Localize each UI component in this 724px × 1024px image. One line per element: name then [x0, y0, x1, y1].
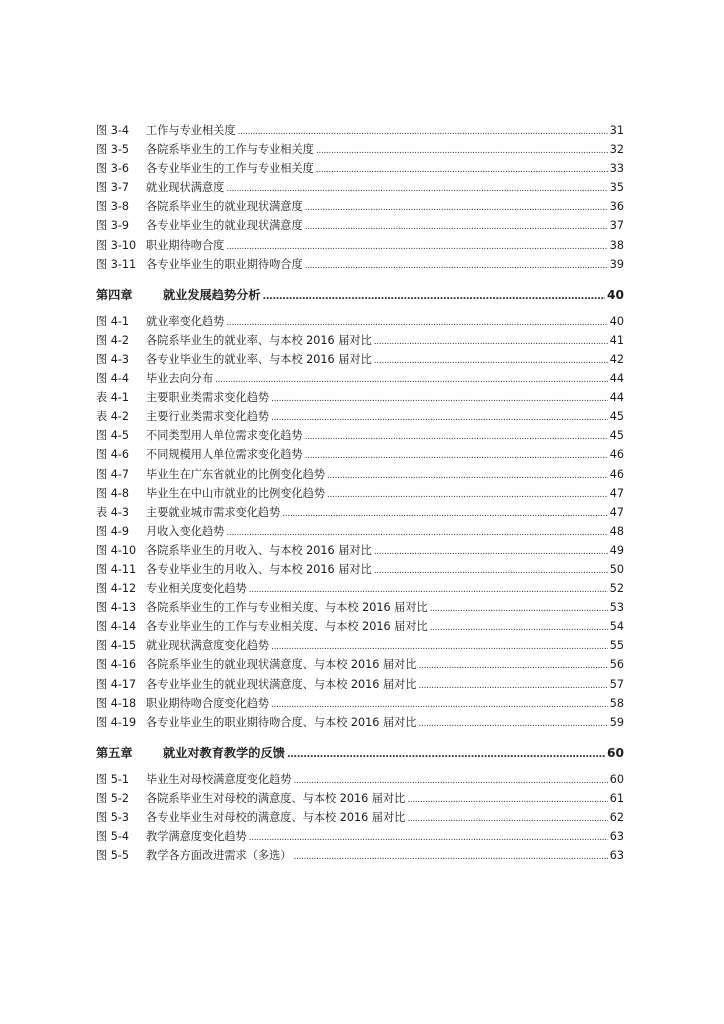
toc-entry[interactable]: [96, 121, 624, 140]
toc-entry-label: 图 3-6: [96, 162, 130, 176]
toc-entry-title: 专业相关度变化趋势: [146, 582, 247, 596]
toc-entry-label: 图 4-16: [96, 658, 137, 672]
toc-dot-leader: [327, 465, 608, 486]
toc-entry-label: 表 4-3: [96, 505, 130, 519]
toc-dot-leader: [271, 407, 608, 428]
toc-dot-leader: [249, 579, 608, 600]
toc-entry-label: 图 4-1: [96, 314, 130, 328]
toc-entry-page-number: 38: [609, 238, 624, 252]
toc-entry-page-number: 40: [609, 314, 624, 328]
toc-entry[interactable]: [96, 331, 624, 350]
toc-entry-title: 就业对教育教学的反馈: [163, 745, 285, 760]
toc-dot-leader: [419, 713, 608, 734]
toc-entry-page-number: 33: [609, 162, 624, 176]
toc-entry-label: 表 4-2: [96, 410, 130, 424]
toc-entry-label: 图 5-5: [96, 849, 130, 863]
toc-entry-title: 就业发展趋势分析: [163, 287, 261, 302]
toc-entry[interactable]: [96, 560, 624, 579]
toc-entry-label: 第五章: [96, 745, 133, 760]
toc-entry-label: 图 5-3: [96, 811, 130, 824]
toc-entry[interactable]: [96, 655, 624, 674]
toc-dot-leader: [407, 808, 607, 829]
toc-entry-page-number: 50: [609, 562, 624, 576]
toc-entry-title: 各院系毕业生的就业现状满意度、与本校 2016 届对比: [146, 658, 417, 672]
toc-entry-label: 图 3-10: [96, 238, 137, 252]
toc-entry-label: 图 3-7: [96, 181, 130, 195]
toc-entry-title: 毕业生在中山市就业的比例变化趋势: [146, 486, 326, 500]
toc-entry-label: 图 4-4: [96, 372, 130, 386]
toc-entry[interactable]: [96, 808, 624, 827]
toc-entry-page-number: 40: [607, 287, 624, 302]
toc-entry-page-number: 45: [609, 410, 624, 424]
toc-entry-label: 图 4-17: [96, 677, 137, 691]
toc-entry-title: 毕业去向分布: [146, 372, 214, 386]
toc-dot-leader: [407, 789, 607, 810]
toc-dot-leader: [316, 159, 608, 180]
toc-entry-page-number: 46: [609, 467, 624, 481]
toc-dot-leader: [430, 617, 608, 638]
toc-entry[interactable]: [96, 617, 624, 636]
toc-entry-page-number: 62: [609, 811, 624, 824]
toc-entry-label: 图 3-8: [96, 200, 130, 214]
toc-entry[interactable]: [96, 350, 624, 369]
toc-entry-label: 图 4-18: [96, 696, 137, 710]
toc-entry-title: 主要职业类需求变化趋势: [146, 391, 270, 405]
toc-entry[interactable]: [96, 503, 624, 522]
toc-entry-label: 图 4-11: [96, 562, 137, 576]
toc-entry[interactable]: [96, 789, 624, 808]
toc-entry-label: 图 4-19: [96, 715, 137, 729]
toc-entry-label: 图 4-14: [96, 620, 137, 634]
toc-entry-page-number: 37: [609, 219, 624, 233]
toc-entry-title: 毕业生在广东省就业的比例变化趋势: [146, 467, 326, 481]
toc-entry-title: 各院系毕业生的工作与专业相关度、与本校 2016 届对比: [146, 601, 428, 615]
toc-entry-page-number: 58: [609, 696, 624, 710]
toc-entry-page-number: 61: [609, 791, 624, 805]
toc-dot-leader: [327, 484, 608, 505]
toc-entry-title: 各专业毕业生的工作与专业相关度: [146, 162, 314, 176]
toc-entry-title: 各院系毕业生的就业率、与本校 2016 届对比: [146, 333, 372, 347]
toc-entry-page-number: 48: [609, 524, 624, 538]
toc-entry-title: 就业现状满意度变化趋势: [146, 639, 270, 653]
toc-entry-page-number: 60: [607, 745, 624, 760]
toc-entry-title: 教学满意度变化趋势: [146, 830, 247, 844]
toc-entry-title: 各专业毕业生对母校的满意度、与本校 2016 届对比: [146, 811, 406, 824]
toc-entry[interactable]: [96, 197, 624, 216]
toc-entry[interactable]: [96, 846, 624, 865]
toc-entry-title: 主要就业城市需求变化趋势: [146, 505, 281, 519]
toc-entry[interactable]: [96, 159, 624, 178]
toc-entry-page-number: 56: [609, 658, 624, 672]
toc-dot-leader: [305, 216, 608, 237]
toc-dot-leader: [293, 770, 607, 791]
toc-dot-leader: [226, 236, 607, 257]
toc-entry[interactable]: [96, 827, 624, 846]
toc-entry[interactable]: [96, 713, 624, 732]
toc-dot-leader: [374, 350, 608, 371]
toc-entry[interactable]: [96, 426, 624, 445]
toc-dot-leader: [215, 369, 608, 390]
toc-dot-leader: [430, 598, 608, 619]
toc-entry-title: 月收入变化趋势: [146, 524, 225, 538]
toc-entry-page-number: 32: [609, 143, 624, 157]
toc-entry-label: 图 4-15: [96, 639, 137, 653]
toc-dot-leader: [305, 426, 608, 447]
toc-entry-title: 毕业生对母校满意度变化趋势: [146, 772, 292, 786]
toc-entry-page-number: 53: [609, 601, 624, 615]
toc-entry-title: 各院系毕业生的就业现状满意度: [146, 200, 303, 214]
toc-chapter-heading[interactable]: [96, 283, 624, 307]
toc-entry-title: 不同类型用人单位需求变化趋势: [146, 429, 303, 443]
toc-dot-leader: [226, 178, 607, 199]
toc-entry-label: 图 3-11: [96, 257, 137, 271]
toc-entry-label: 图 4-3: [96, 352, 130, 366]
toc-entry-page-number: 59: [609, 715, 624, 729]
toc-dot-leader: [374, 331, 608, 352]
toc-entry-page-number: 35: [609, 181, 624, 195]
toc-dot-leader: [305, 255, 608, 276]
toc-entry-title: 各专业毕业生的职业期待吻合度、与本校 2016 届对比: [146, 715, 417, 729]
toc-entry-label: 图 3-4: [96, 124, 130, 137]
toc-dot-leader: [419, 675, 608, 696]
toc-entry-label: 图 3-5: [96, 143, 130, 157]
toc-entry[interactable]: [96, 598, 624, 617]
toc-entry-label: 图 4-8: [96, 486, 130, 500]
toc-entry-title: 教学各方面改进需求（多选）: [146, 849, 292, 863]
toc-entry[interactable]: [96, 178, 624, 197]
toc-entry-title: 各院系毕业生对母校的满意度、与本校 2016 届对比: [146, 791, 406, 805]
toc-dot-leader: [238, 121, 608, 142]
toc-dot-leader: [305, 445, 608, 466]
toc-entry[interactable]: [96, 465, 624, 484]
toc-entry[interactable]: [96, 522, 624, 541]
toc-entry-title: 工作与专业相关度: [146, 124, 236, 137]
toc-entry-label: 图 4-13: [96, 601, 137, 615]
toc-dot-leader: [263, 283, 606, 309]
toc-entry-title: 各院系毕业生的工作与专业相关度: [146, 143, 314, 157]
toc-dot-leader: [316, 140, 608, 161]
toc-entry-title: 职业期待吻合度变化趋势: [146, 696, 270, 710]
toc-entry-title: 不同规模用人单位需求变化趋势: [146, 448, 303, 462]
toc-dot-leader: [271, 388, 608, 409]
toc-entry-page-number: 44: [609, 391, 624, 405]
toc-entry-title: 就业现状满意度: [146, 181, 225, 195]
toc-dot-leader: [282, 503, 607, 524]
toc-entry-title: 职业期待吻合度: [146, 238, 225, 252]
toc-dot-leader: [287, 741, 605, 767]
toc-entry-label: 图 4-5: [96, 429, 130, 443]
toc-entry-label: 图 5-1: [96, 772, 130, 786]
toc-entry[interactable]: [96, 236, 624, 255]
toc-entry-page-number: 52: [609, 582, 624, 596]
toc-dot-leader: [271, 636, 608, 657]
toc-entry-title: 各专业毕业生的职业期待吻合度: [146, 257, 303, 271]
toc-entry-page-number: 45: [609, 429, 624, 443]
table-of-contents: [96, 121, 624, 865]
toc-entry-title: 各院系毕业生的月收入、与本校 2016 届对比: [146, 543, 372, 557]
toc-entry-title: 各专业毕业生的就业率、与本校 2016 届对比: [146, 352, 372, 366]
toc-entry-page-number: 57: [609, 677, 624, 691]
toc-entry-page-number: 54: [609, 620, 624, 634]
toc-entry[interactable]: [96, 312, 624, 331]
toc-entry[interactable]: [96, 388, 624, 407]
toc-entry-label: 图 4-9: [96, 524, 130, 538]
toc-dot-leader: [305, 197, 608, 218]
toc-entry-title: 就业率变化趋势: [146, 314, 225, 328]
toc-entry-page-number: 49: [609, 543, 624, 557]
toc-dot-leader: [249, 827, 608, 848]
toc-entry-page-number: 44: [609, 372, 624, 386]
toc-entry[interactable]: [96, 636, 624, 655]
toc-entry[interactable]: [96, 216, 624, 235]
toc-entry-page-number: 63: [609, 830, 624, 844]
toc-entry-page-number: 46: [609, 448, 624, 462]
toc-entry[interactable]: [96, 407, 624, 426]
toc-entry[interactable]: [96, 541, 624, 560]
toc-entry-page-number: 55: [609, 639, 624, 653]
toc-entry[interactable]: [96, 770, 624, 789]
toc-entry[interactable]: [96, 445, 624, 464]
toc-entry-label: 图 4-7: [96, 467, 130, 481]
toc-dot-leader: [293, 846, 607, 867]
toc-entry-label: 图 3-9: [96, 219, 130, 233]
toc-entry-page-number: 63: [609, 849, 624, 863]
toc-dot-leader: [226, 522, 607, 543]
toc-entry-label: 图 4-6: [96, 448, 130, 462]
toc-entry-title: 各专业毕业生的工作与专业相关度、与本校 2016 届对比: [146, 620, 428, 634]
toc-entry-label: 图 5-2: [96, 791, 130, 805]
toc-entry-label: 图 4-2: [96, 333, 130, 347]
toc-chapter-heading[interactable]: [96, 741, 624, 765]
toc-entry[interactable]: [96, 140, 624, 159]
toc-entry-label: 图 4-10: [96, 543, 137, 557]
toc-dot-leader: [271, 694, 608, 715]
toc-entry[interactable]: [96, 484, 624, 503]
toc-entry-title: 各专业毕业生的就业现状满意度: [146, 219, 303, 233]
toc-entry-page-number: 42: [609, 352, 624, 366]
toc-entry-title: 各专业毕业生的就业现状满意度、与本校 2016 届对比: [146, 677, 417, 691]
toc-dot-leader: [374, 541, 608, 562]
toc-entry-label: 图 5-4: [96, 830, 130, 844]
toc-dot-leader: [374, 560, 608, 581]
toc-entry[interactable]: [96, 579, 624, 598]
toc-entry-page-number: 47: [609, 505, 624, 519]
toc-entry[interactable]: [96, 694, 624, 713]
toc-entry-label: 第四章: [96, 287, 133, 302]
toc-entry[interactable]: [96, 675, 624, 694]
toc-entry-page-number: 31: [609, 124, 624, 137]
toc-entry-page-number: 39: [609, 257, 624, 271]
toc-entry-page-number: 36: [609, 200, 624, 214]
toc-entry-page-number: 60: [609, 772, 624, 786]
toc-dot-leader: [226, 312, 607, 333]
toc-dot-leader: [419, 655, 608, 676]
toc-entry-page-number: 47: [609, 486, 624, 500]
toc-entry-title: 主要行业类需求变化趋势: [146, 410, 270, 424]
toc-entry-title: 各专业毕业生的月收入、与本校 2016 届对比: [146, 562, 372, 576]
toc-entry[interactable]: [96, 255, 624, 274]
toc-entry-label: 表 4-1: [96, 391, 130, 405]
toc-entry[interactable]: [96, 369, 624, 388]
toc-entry-page-number: 41: [609, 333, 624, 347]
toc-entry-label: 图 4-12: [96, 582, 137, 596]
